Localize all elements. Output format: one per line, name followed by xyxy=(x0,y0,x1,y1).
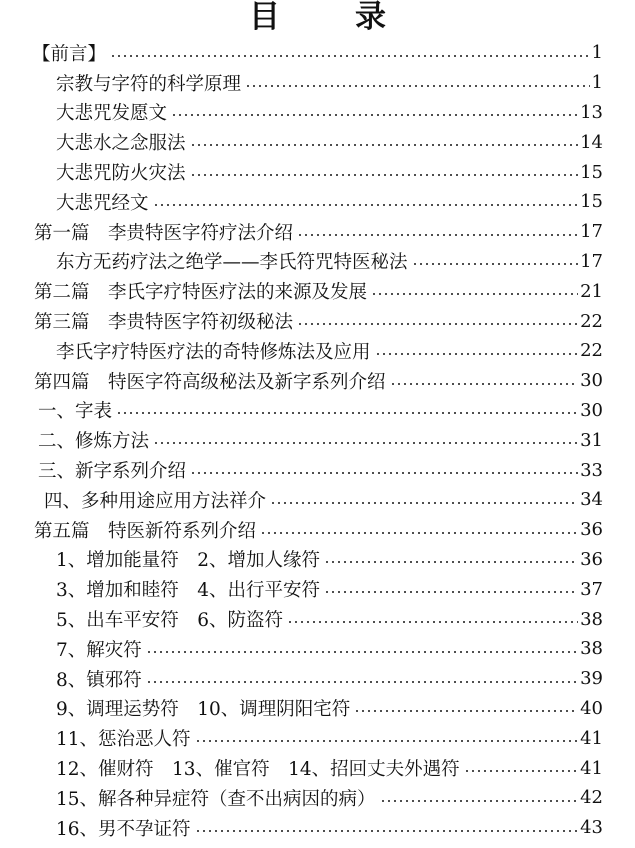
toc-entry-label: 11、惩治恶人符 xyxy=(56,725,193,751)
toc-entry-page: 17 xyxy=(580,250,603,272)
dot-leader xyxy=(287,621,578,623)
dot-leader xyxy=(464,770,578,772)
toc-entry-page: 41 xyxy=(580,727,603,749)
toc-entry[interactable] xyxy=(0,336,635,366)
toc-chapter-1[interactable] xyxy=(0,217,635,247)
toc-entry-label: 8、镇邪符 xyxy=(56,666,144,692)
toc-entry-label: 一、字表 xyxy=(38,397,114,423)
toc-entry-label: 5、出车平安符 6、防盗符 xyxy=(56,606,285,632)
toc-entry-page: 15 xyxy=(580,161,603,183)
toc-entry-page: 36 xyxy=(580,519,603,541)
dot-leader xyxy=(260,532,578,534)
toc-entry-label: 7、解灾符 xyxy=(56,636,144,662)
dot-leader xyxy=(390,383,579,385)
toc-entry-page: 17 xyxy=(580,221,603,243)
dot-leader xyxy=(116,412,578,414)
toc-entry-label: 3、增加和睦符 4、出行平安符 xyxy=(56,576,322,602)
toc-entry-label: 大悲咒经文 xyxy=(56,189,151,215)
dot-leader xyxy=(354,710,578,712)
toc-entry[interactable] xyxy=(0,396,635,426)
toc-chapter-2[interactable] xyxy=(0,276,635,306)
dot-leader xyxy=(146,651,578,653)
toc-entry-label: 【前言】 xyxy=(32,40,108,66)
toc-entry-page: 15 xyxy=(580,191,603,213)
dot-leader xyxy=(195,830,579,832)
toc-entry[interactable] xyxy=(0,694,635,724)
toc-entry-label: 第三篇 李贵特医字符初级秘法 xyxy=(34,308,295,334)
toc-entry-page: 33 xyxy=(580,459,603,481)
toc-entry[interactable] xyxy=(0,545,635,575)
toc-entry-label: 第五篇 特医新符系列介绍 xyxy=(34,517,258,543)
toc-entry-page: 43 xyxy=(580,817,603,839)
toc-entry-label: 9、调理运势符 10、调理阴阳宅符 xyxy=(56,695,352,721)
toc-entry-page: 39 xyxy=(580,668,603,690)
toc-chapter-4[interactable] xyxy=(0,366,635,396)
toc-entry-label: 二、修炼方法 xyxy=(38,427,151,453)
toc-entry-label: 大悲水之念服法 xyxy=(56,129,188,155)
dot-leader xyxy=(297,234,578,236)
dot-leader xyxy=(412,263,579,265)
toc-entry-page: 14 xyxy=(580,131,603,153)
toc-entry[interactable] xyxy=(0,813,635,843)
toc-entry[interactable] xyxy=(0,664,635,694)
toc-entry[interactable] xyxy=(0,425,635,455)
page-title: 目 录 xyxy=(249,0,408,35)
toc-entry-page: 37 xyxy=(580,578,603,600)
toc-entry-page: 40 xyxy=(580,697,603,719)
dot-leader xyxy=(297,323,578,325)
toc-entry-preface[interactable] xyxy=(0,38,635,68)
toc-entry-page: 22 xyxy=(580,310,603,332)
toc-entry-page: 21 xyxy=(580,280,603,302)
toc-chapter-3[interactable] xyxy=(0,306,635,336)
toc-entry-label: 第二篇 李氏字疗特医疗法的来源及发展 xyxy=(34,278,369,304)
toc-entry-page: 30 xyxy=(580,399,603,421)
dot-leader xyxy=(146,681,578,683)
dot-leader xyxy=(270,502,578,504)
dot-leader xyxy=(324,591,578,593)
toc-entry[interactable] xyxy=(0,574,635,604)
toc-entry[interactable] xyxy=(0,98,635,128)
dot-leader xyxy=(324,561,578,563)
toc-entry-page: 22 xyxy=(580,340,603,362)
toc-entry[interactable] xyxy=(0,455,635,485)
dot-leader xyxy=(153,442,578,444)
toc-entry-label: 宗教与字符的科学原理 xyxy=(56,70,243,96)
toc-entry-label: 第一篇 李贵特医字符疗法介绍 xyxy=(34,219,295,245)
table-of-contents xyxy=(0,38,635,843)
toc-entry-page: 13 xyxy=(580,101,603,123)
toc-entry-page: 1 xyxy=(591,72,603,94)
toc-entry[interactable] xyxy=(0,485,635,515)
toc-entry-page: 34 xyxy=(580,489,603,511)
toc-entry-label: 大悲咒发愿文 xyxy=(56,99,169,125)
toc-entry-label: 1、增加能量符 2、增加人缘符 xyxy=(56,546,322,572)
toc-chapter-5[interactable] xyxy=(0,515,635,545)
toc-entry[interactable] xyxy=(0,753,635,783)
toc-entry-label: 李氏字疗特医疗法的奇特修炼法及应用 xyxy=(56,338,373,364)
toc-entry-page: 30 xyxy=(580,370,603,392)
toc-entry-page: 42 xyxy=(580,787,603,809)
toc-entry-label: 东方无药疗法之绝学——李氏符咒特医秘法 xyxy=(56,248,410,274)
toc-entry[interactable] xyxy=(0,723,635,753)
toc-entry-label: 16、男不孕证符 xyxy=(56,815,193,841)
toc-entry-page: 31 xyxy=(580,429,603,451)
toc-entry[interactable] xyxy=(0,634,635,664)
toc-entry-page: 41 xyxy=(580,757,603,779)
toc-entry-label: 第四篇 特医字符高级秘法及新字系列介绍 xyxy=(34,368,388,394)
toc-entry-label: 三、新字系列介绍 xyxy=(38,457,188,483)
toc-entry[interactable] xyxy=(0,783,635,813)
dot-leader xyxy=(110,55,590,57)
dot-leader xyxy=(245,85,590,87)
toc-entry-page: 36 xyxy=(580,548,603,570)
dot-leader xyxy=(153,204,579,206)
dot-leader xyxy=(190,472,578,474)
toc-entry-label: 四、多种用途应用方法祥介 xyxy=(44,487,268,513)
toc-entry[interactable] xyxy=(0,127,635,157)
dot-leader xyxy=(195,740,579,742)
toc-entry-label: 大悲咒防火灾法 xyxy=(56,159,188,185)
toc-entry[interactable] xyxy=(0,247,635,277)
toc-entry-page: 1 xyxy=(591,42,603,64)
dot-leader xyxy=(190,174,579,176)
dot-leader xyxy=(371,293,578,295)
dot-leader xyxy=(375,353,579,355)
toc-entry-label: 15、解各种异症符（查不出病因的病） xyxy=(56,785,378,811)
toc-entry[interactable] xyxy=(0,68,635,98)
toc-entry-page: 38 xyxy=(580,608,603,630)
dot-leader xyxy=(380,800,579,802)
dot-leader xyxy=(190,144,579,146)
toc-entry[interactable] xyxy=(0,187,635,217)
dot-leader xyxy=(171,114,578,116)
toc-entry-label: 12、催财符 13、催官符 14、招回丈夫外遇符 xyxy=(56,755,462,781)
toc-entry[interactable] xyxy=(0,604,635,634)
toc-entry-page: 38 xyxy=(580,638,603,660)
toc-entry[interactable] xyxy=(0,157,635,187)
